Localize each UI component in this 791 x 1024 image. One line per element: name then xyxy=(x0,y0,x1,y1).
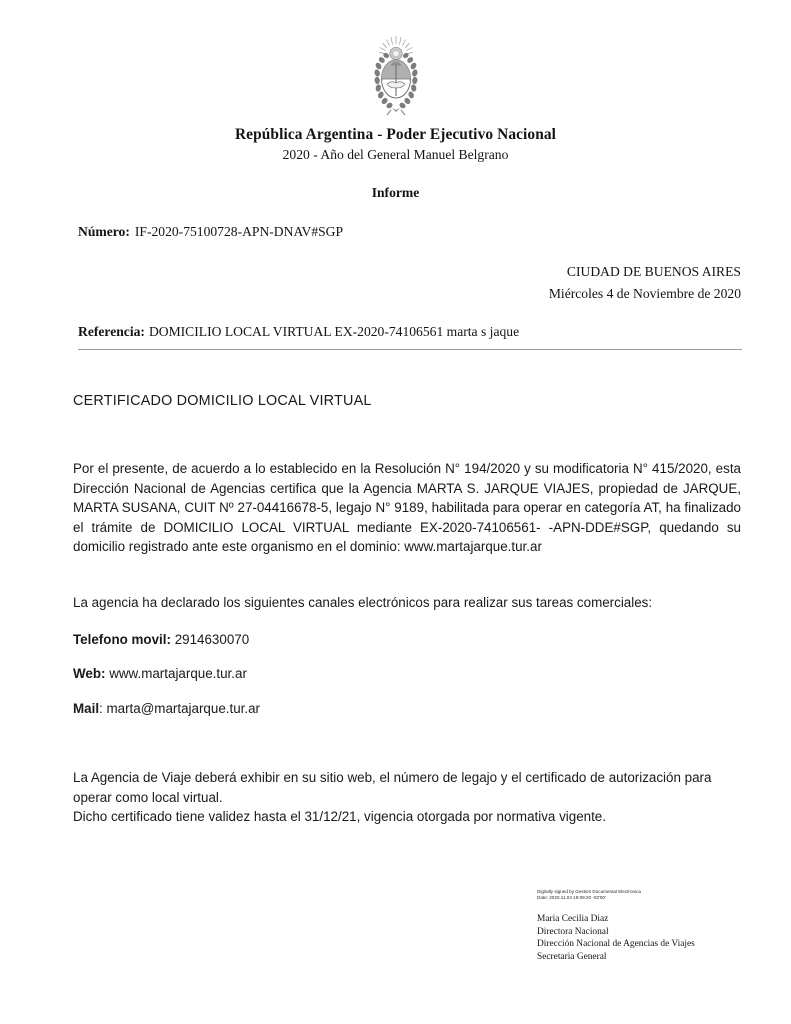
certificate-main-paragraph: Por el presente, de acuerdo a lo establecido en la Resolución N° 194/2020 y su modificatoria N° 415/2020, esta Dirección Nacional de Agencias certifica que la Agencia MARTA S. JARQUE VIAJES, propiedad de JARQUE, MARTA SUSANA, CUIT Nº 27-04416678-5, legajo N° 9189, habilitada para operar en categoría AT, ha finalizado el trámite de DOMICILIO LOCAL VIRTUAL mediante EX-2020-74106561- -APN-DDE#SGP, quedando su domicilio registrado ante este organismo en el dominio: www.martajarque.tur.ar xyxy=(73,461,741,554)
certificate-title: CERTIFICADO DOMICILIO LOCAL VIRTUAL xyxy=(73,393,372,409)
referencia-label: Referencia: xyxy=(78,324,145,339)
signatory-secretariat: Secretaria General xyxy=(537,951,607,962)
numero-line xyxy=(78,224,343,240)
email-line xyxy=(73,699,741,719)
document-type-heading: Informe xyxy=(371,185,420,200)
email-value: : marta@martajarque.tur.ar xyxy=(99,701,260,716)
referencia-line xyxy=(78,324,519,340)
header-divider xyxy=(78,349,742,350)
website-line xyxy=(73,664,741,684)
referencia-value: DOMICILIO LOCAL VIRTUAL EX-2020-74106561 marta s jaque xyxy=(148,324,520,339)
signature-stamp-line1: Digitally signed by Gestion Documental Electronica xyxy=(537,889,641,894)
header-year-line: 2020 - Año del General Manuel Belgrano xyxy=(282,147,509,162)
numero-value: IF-2020-75100728-APN-DNAV#SGP xyxy=(134,224,344,239)
phone-value: 2914630070 xyxy=(174,632,250,647)
place-date: Miércoles 4 de Noviembre de 2020 xyxy=(548,286,741,301)
numero-label: Número: xyxy=(78,224,130,239)
emblem-container xyxy=(0,34,791,123)
header-republic-line: República Argentina - Poder Ejecutivo Nacional xyxy=(234,126,557,143)
digital-signature-stamp xyxy=(537,889,641,902)
place-city: CIUDAD DE BUENOS AIRES xyxy=(566,264,741,279)
argentina-coat-of-arms-icon xyxy=(368,34,424,118)
validity-paragraph: Dicho certificado tiene validez hasta el 31/12/21, vigencia otorgada por normativa vigente. xyxy=(73,809,606,824)
signatory-role: Directora Nacional xyxy=(537,926,609,937)
closing-paragraph: La Agencia de Viaje deberá exhibir en su sitio web, el número de legajo y el certificado de autorización para operar como local virtual. xyxy=(73,770,712,805)
channels-intro-paragraph: La agencia ha declarado los siguientes canales electrónicos para realizar sus tareas comerciales: xyxy=(73,595,653,610)
phone-line xyxy=(73,630,741,650)
email-label: Mail xyxy=(73,701,100,716)
signatory-department: Dirección Nacional de Agencias de Viajes xyxy=(537,939,695,950)
signatory-name: Maria Cecilia Diaz xyxy=(537,914,609,924)
signature-stamp-line2: Date: 2020.11.04 19:09:20 -03'00' xyxy=(537,895,606,901)
phone-label: Telefono movil: xyxy=(73,632,171,647)
signatory-block xyxy=(537,913,695,963)
website-value: www.martajarque.tur.ar xyxy=(109,666,247,681)
website-label: Web: xyxy=(73,666,106,681)
